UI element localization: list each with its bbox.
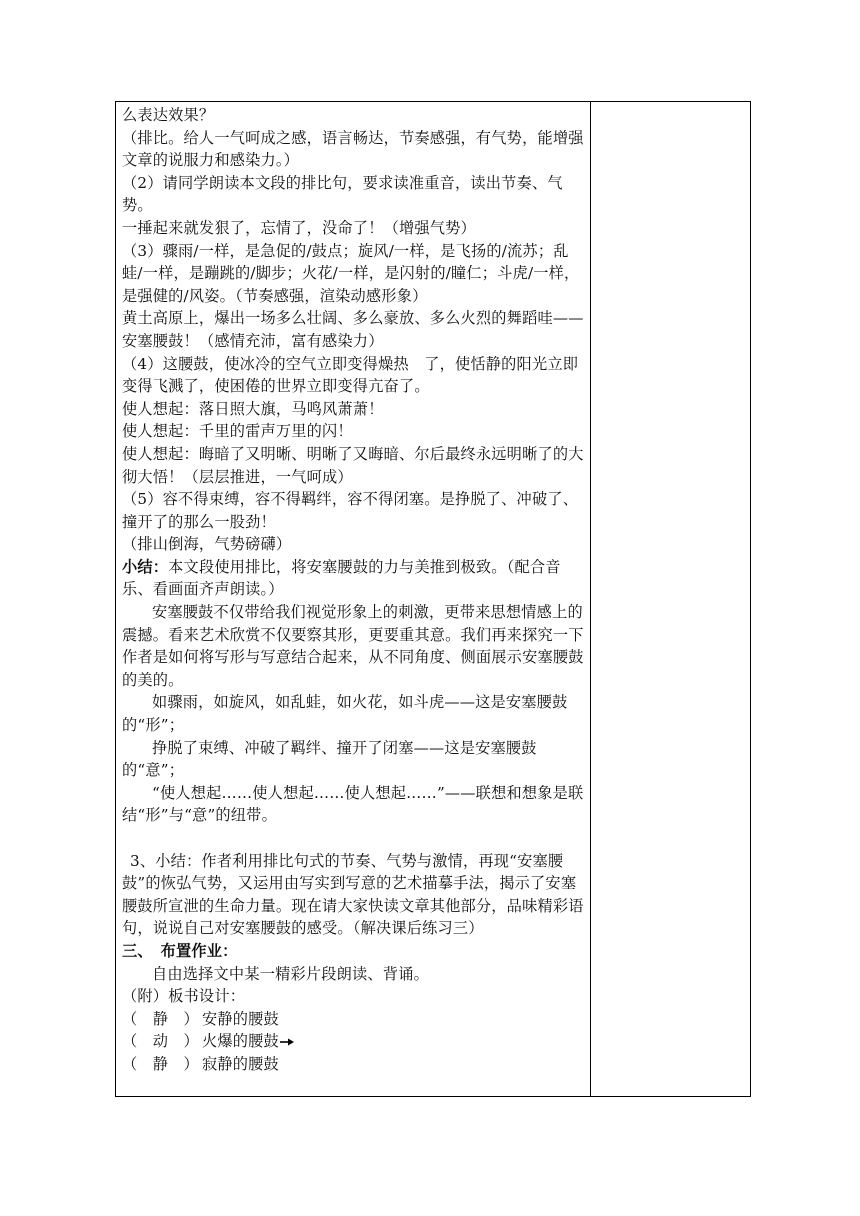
blank-line bbox=[122, 827, 586, 850]
body-paragraph: 安塞腰鼓不仅带给我们视觉形象上的刺激，更带来思想情感上的震撼。看来艺术欣赏不仅要察其形，更要重其意。我们再来探究一下作者是如何将写形与写意结合起来，从不同角度、侧面展示安塞腰鼓的美的。 bbox=[122, 603, 584, 689]
text-line: （排比。给人一气呵成之感，语言畅达，节奏感强，有气势，能增强文章的说服力和感染力。） bbox=[122, 128, 584, 170]
body-paragraph: “使人想起……使人想起……使人想起……”——联想和想象是联结“形”与“意”的纽带。 bbox=[122, 783, 584, 825]
board-title: （附）板书设计： bbox=[122, 987, 246, 1006]
lesson-table bbox=[115, 101, 751, 1097]
text-line: 一捶起来就发狠了，忘情了，没命了！（增强气势） bbox=[122, 218, 476, 237]
notes-cell bbox=[591, 102, 751, 1097]
right-arrow-icon bbox=[280, 1037, 294, 1047]
text-line: 么表达效果？ bbox=[122, 106, 215, 124]
board-text: 寂静的腰鼓 bbox=[202, 1054, 279, 1073]
board-text: 安静的腰鼓 bbox=[202, 1009, 279, 1028]
text-line: （2）请同学朗读本文段的排比句，要求读准重音，读出节奏、气势。 bbox=[122, 173, 563, 215]
board-row bbox=[122, 1008, 586, 1031]
text-line: 黄土高原上，爆出一场多么壮阔、多么豪放、多么火烈的舞蹈哇——安塞腰鼓！（感情充沛，富有感染力） bbox=[122, 309, 584, 350]
board-bracket: （ 动 ） bbox=[122, 1032, 199, 1051]
summary-text: 本文段使用排比，将安塞腰鼓的力与美推到极致。（配合音乐、看画面齐声朗读。） bbox=[122, 557, 561, 599]
body-paragraph: 挣脱了束缚、冲破了羁绊、撞开了闭塞——这是安塞腰鼓的“意”； bbox=[122, 738, 537, 780]
homework-text: 自由选择文中某一精彩片段朗读、背诵。 bbox=[152, 964, 429, 983]
summary-three: 3、小结：作者利用排比句式的节奏、气势与激情，再现“安塞腰鼓”的恢弘气势，又运用由写实到写意的艺术描摹手法，揭示了安塞腰鼓所宣泄的生命力量。现在请大家快读文章其他部分，品味精彩语句，说说自己对安塞腰鼓的感受。（解决课后练习三） bbox=[122, 851, 584, 938]
main-content-cell bbox=[116, 102, 591, 1097]
board-text: 火爆的腰鼓 bbox=[202, 1032, 279, 1051]
text-line: （排山倒海，气势磅礴） bbox=[122, 535, 292, 554]
board-row bbox=[122, 1053, 586, 1076]
text-line: 使人想起：千里的雷声万里的闪！ bbox=[122, 422, 353, 441]
board-row bbox=[122, 1030, 586, 1053]
text-line: （4）这腰鼓，使冰冷的空气立即变得燥热 了，使恬静的阳光立即变得飞溅了，使困倦的世界立即变得亢奋了。 bbox=[122, 354, 579, 396]
text-line: 使人想起：落日照大旗，马鸣风萧萧！ bbox=[122, 399, 384, 418]
text-line: （5）容不得束缚，容不得羁绊，容不得闭塞。是挣脱了、冲破了、撞开了的那么一股劲！ bbox=[122, 490, 579, 531]
text-line: （3）骤雨/一样，是急促的/鼓点；旋风/一样，是飞扬的/流苏；乱蛙/一样，是蹦跳的/脚步；火花/一样，是闪射的/瞳仁；斗虎/一样，是强健的/风姿。（节奏感强，渲染动感形象） bbox=[122, 241, 580, 305]
summary-label: 小结： bbox=[122, 557, 169, 576]
summary-paragraph bbox=[122, 556, 586, 601]
text-line: 使人想起：晦暗了又明晰、明晰了又晦暗、尔后最终永远明晰了的大彻大悟！（层层推进，一气呵成） bbox=[122, 444, 584, 486]
board-bracket: （ 静 ） bbox=[122, 1009, 199, 1028]
lesson-content bbox=[116, 102, 590, 1076]
body-paragraph: 如骤雨，如旋风，如乱蛙，如火花，如斗虎——这是安塞腰鼓的“形”； bbox=[122, 693, 568, 735]
homework-heading: 三、 布置作业： bbox=[122, 941, 238, 960]
board-bracket: （ 静 ） bbox=[122, 1054, 199, 1073]
